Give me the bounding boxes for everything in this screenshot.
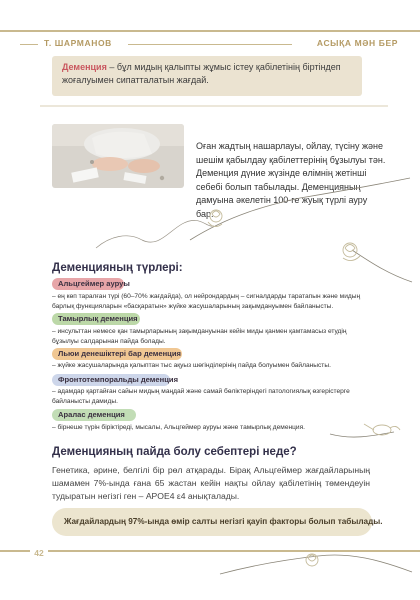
definition-text: – бұл мидың қалыпты жұмыс істеу қабілетінің біртіндеп жоғалуымен сипатталатын жағдай. xyxy=(62,62,341,85)
rose-icon-bottom xyxy=(306,554,318,566)
causes-paragraph: Генетика, әрине, белгілі бір рөл атқарады. Бірақ Альцгеймер жағдайларының шамамен 7%-ында ғана 65 жастан кейін нақты ойлау қабілетінің төмендеуін тудыратын негізгі ген – APOE4 ε4 анықталады. xyxy=(52,465,370,501)
header-dash-middle xyxy=(128,44,292,45)
header-section: АСЫҚА МӘН БЕР xyxy=(316,38,398,48)
footer-rule xyxy=(0,550,420,552)
type-desc-vascular: – инсульттан немесе қан тамырларының зақымдануынан кейін миды қанмен қамтамасыз етудің бұзылуы салдарынан пайда болады. xyxy=(52,328,347,345)
risk-factor-callout: Жағдайлардың 97%-ында өмір салты негізгі қауіп факторы болып табылады. xyxy=(52,508,372,536)
header-dash-left xyxy=(20,44,38,45)
types-heading: Деменцияның түрлері: xyxy=(52,262,183,274)
hands-photo xyxy=(52,124,184,188)
type-label-frontotemporal: Фронтотемпоральды деменция xyxy=(52,374,170,386)
header-rule xyxy=(0,30,420,32)
page-number: 42 xyxy=(30,547,48,559)
header-author: Т. ШАРМАНОВ xyxy=(44,38,112,48)
type-desc-frontotemporal: – адамдар қартайған сайын мидың маңдай және самай бөліктеріндегі патологиялық өзгерістерге байланысты дамиды. xyxy=(52,388,350,405)
rose-icon-right xyxy=(343,243,360,261)
type-desc-alzheimer: – ең көп таралған түрі (60–70% жағдайда), ол нейрондардың – сигналдарды таратапын және мидың барлық функцияларын «басқаратын» жүйке жасушаларының зақымдануымен байланысты. xyxy=(52,293,361,310)
intro-paragraph: Оған жадтың нашарлауы, ойлау, түсіну және шешім қабылдау қабілеттерінің бұзылуы тән. Деменция дүние жүзінде өлімнің жетінші себебі болып табылады. Деменцияның дамуына әкелетін 100-ге жуық түрлі ауру бар. xyxy=(196,141,386,219)
type-label-vascular: Тамырлық деменция xyxy=(52,313,140,325)
causes-heading: Деменцияның пайда болу себептері неде? xyxy=(52,446,297,458)
flower-bud-icon xyxy=(364,424,400,435)
definition-term: Деменция xyxy=(62,62,107,72)
type-label-alzheimer: Альцгеймер ауруы xyxy=(52,278,124,290)
type-desc-mixed: – бірнеше түрін біріктіреді, мысалы, Альцгеймер ауруы және тамырлық деменция. xyxy=(52,424,306,431)
type-label-lewy: Льюи денешіктері бар деменция xyxy=(52,348,182,360)
definition-box xyxy=(52,56,362,96)
type-label-mixed: Аралас деменция xyxy=(52,409,136,421)
type-desc-lewy: – жүйке жасушаларында қалыптан тыс ақуыз шөгінділерінің пайда болуымен байланысты. xyxy=(52,362,331,369)
